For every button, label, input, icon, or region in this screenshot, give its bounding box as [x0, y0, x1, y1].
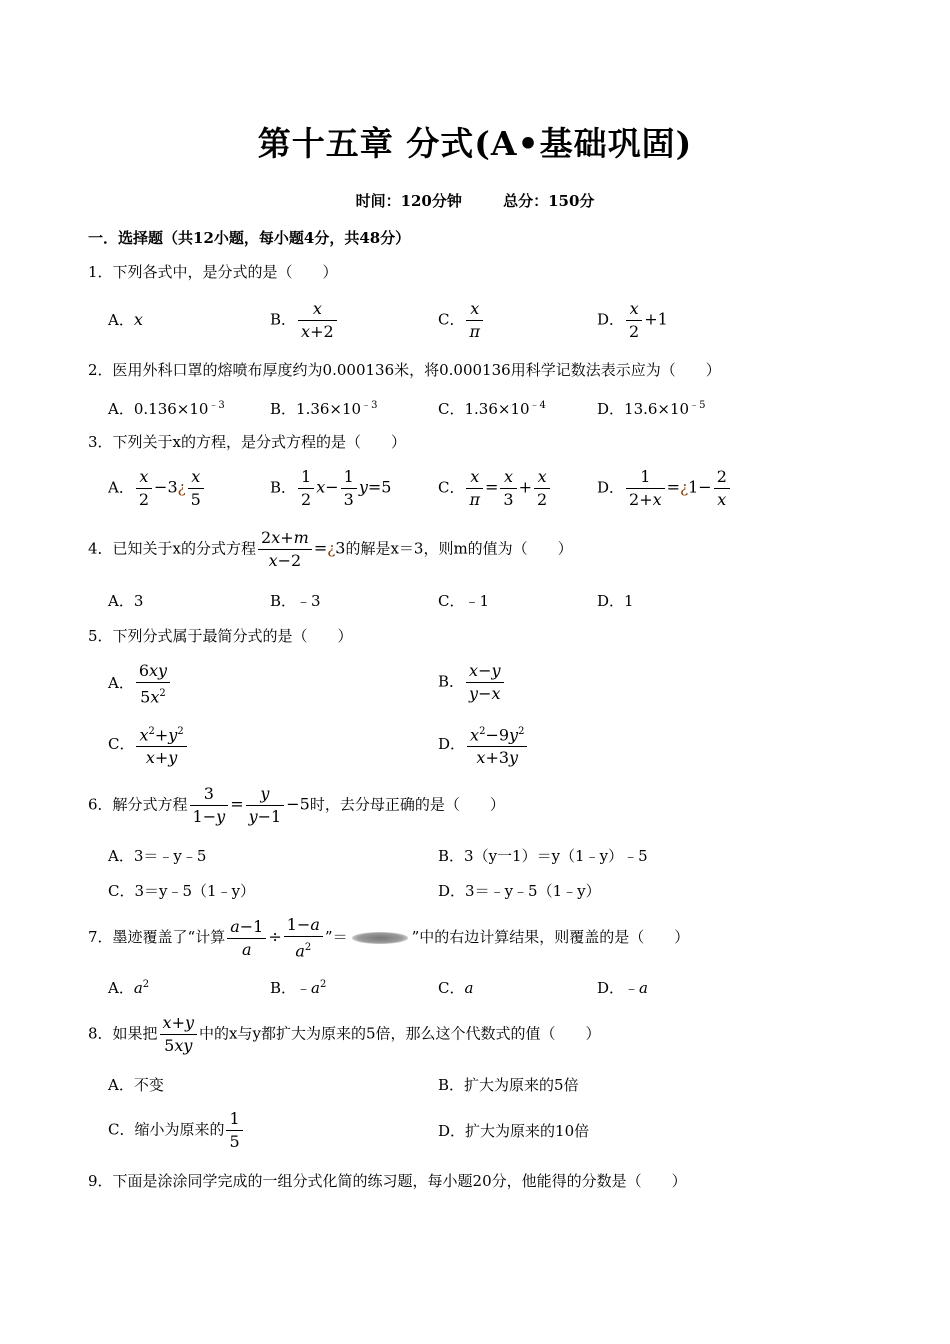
- q2-option-d[interactable]: D．$13.6\times 10^{﹣5}$: [597, 400, 706, 418]
- q6-option-d[interactable]: D．3＝﹣y﹣5（1﹣y）: [438, 882, 601, 900]
- q8-option-c[interactable]: C．缩小为原来的 $\frac{1}{5}$: [108, 1108, 245, 1153]
- q1-option-c[interactable]: C． $\frac{x}{\pi}$: [438, 298, 485, 343]
- question-1: 1．下列各式中，是分式的是（ ）: [88, 263, 338, 281]
- question-3: 3．下列关于x的方程，是分式方程的是（ ）: [88, 433, 407, 451]
- section-heading: 一．选择题（共12小题，每小题4分，共48分）: [88, 229, 411, 247]
- q2-option-c[interactable]: C．$1.36\times 10^{﹣4}$: [438, 400, 546, 418]
- q5-option-d[interactable]: D． $\frac{x^2-9y^2}{x+3y}$: [438, 721, 529, 769]
- q5-option-b[interactable]: B． $\frac{x-y}{y-x}$: [438, 660, 506, 705]
- q1-option-d[interactable]: D． $\frac{x}{2}$ +1: [597, 299, 668, 341]
- question-6: 6．解分式方程 $\frac{3}{1-y}$ = $\frac{y}{y-1}$ −5时，去分母正确的是（ ）: [88, 784, 505, 826]
- q2-option-a[interactable]: A．$0.136\times 10^{﹣3}$: [108, 400, 225, 418]
- q4-option-d[interactable]: D．1: [597, 592, 634, 610]
- q3-option-b[interactable]: B． $\frac{1}{2}$ x− $\frac{1}{3}$ y=5: [270, 467, 392, 509]
- ink-blot-icon: [352, 932, 408, 944]
- q7-option-c[interactable]: C．a: [438, 979, 474, 997]
- q3-option-d[interactable]: D． $\frac{1}{2+x}$ =¿1− $\frac{2}{x}$: [597, 466, 732, 511]
- q6-option-a[interactable]: A．3＝﹣y﹣5: [108, 847, 207, 865]
- q3-option-c[interactable]: C． $\frac{x}{\pi}$ = $\frac{x}{3}$ + $\frac{x}{2}$: [438, 466, 552, 511]
- q4-option-a[interactable]: A．3: [108, 592, 144, 610]
- page-title: 第十五章 分式(A•基础巩固): [257, 124, 693, 163]
- q5-option-a[interactable]: A． $\frac{6xy}{5x^2}$: [108, 660, 172, 708]
- question-2: 2．医用外科口罩的熔喷布厚度约为0.000136米，将0.000136用科学记数法表示应为（ ）: [88, 361, 721, 379]
- q8-option-d[interactable]: D．扩大为原来的10倍: [438, 1122, 590, 1140]
- exam-score: 总分：150分: [503, 192, 595, 210]
- question-7: 7．墨迹覆盖了“计算 $\frac{a-1}{a}$ ÷ $\frac{1-a}{a^2}$ ”＝ ”中的右边计算结果，则覆盖的是（ ）: [88, 915, 690, 961]
- q3-option-a[interactable]: A． $\frac{x}{2}$ −3¿ $\frac{x}{5}$: [108, 466, 206, 511]
- q2-option-b[interactable]: B．$1.36\times 10^{﹣3}$: [270, 400, 378, 418]
- q7-option-d[interactable]: D．﹣a: [597, 979, 648, 997]
- q7-option-a[interactable]: A．$a^2$: [108, 979, 150, 997]
- question-5: 5．下列分式属于最简分式的是（ ）: [88, 627, 353, 645]
- question-8: 8．如果把 $\frac{x+y}{5xy}$ 中的x与y都扩大为原来的5倍，那么这个代数式的值（ ）: [88, 1013, 601, 1055]
- q8-option-b[interactable]: B．扩大为原来的5倍: [438, 1076, 579, 1094]
- q4-option-b[interactable]: B．﹣3: [270, 592, 321, 610]
- q1-option-a[interactable]: A．x: [108, 310, 143, 329]
- question-4: 4．已知关于x的分式方程 $\frac{2x+m}{x-2}$ =¿3的解是x＝3，则m的值为（ ）: [88, 528, 573, 570]
- exam-time: 时间：120分钟: [355, 192, 462, 210]
- q6-option-c[interactable]: C．3＝y﹣5（1﹣y）: [108, 882, 256, 900]
- q5-option-c[interactable]: C． $\frac{x^2+y^2}{x+y}$: [108, 721, 189, 769]
- q6-option-b[interactable]: B．3（y一1）＝y（1﹣y）﹣5: [438, 847, 648, 865]
- q1-option-b[interactable]: B． $\frac{x}{x+2}$: [270, 298, 339, 343]
- exam-info: [0, 190, 950, 211]
- q7-option-b[interactable]: B．$﹣a^2$: [270, 979, 327, 997]
- question-9: 9．下面是涂涂同学完成的一组分式化简的练习题，每小题20分，他能得的分数是（ ）: [88, 1172, 687, 1190]
- q8-option-a[interactable]: A．不变: [108, 1076, 164, 1094]
- q4-option-c[interactable]: C．﹣1: [438, 592, 490, 610]
